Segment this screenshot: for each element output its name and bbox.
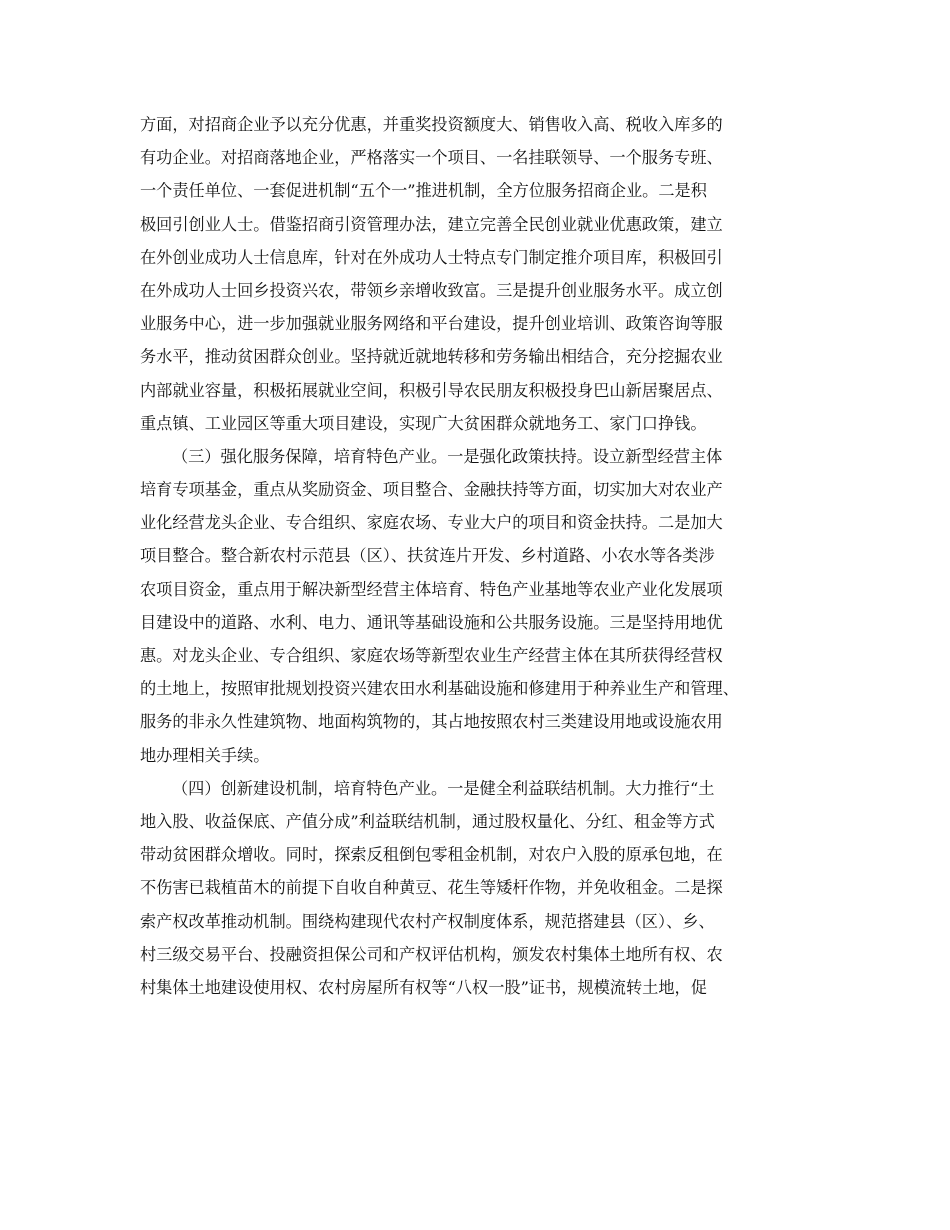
text-line: 惠。对龙头企业、专合组织、家庭农场等新型农业生产经营主体在其所获得经营权 (140, 646, 723, 665)
text-line: 培育专项基金，重点从奖励资金、项目整合、金融扶持等方面，切实加大对农业产 (140, 480, 723, 500)
text-line: 农项目资金，重点用于解决新型经营主体培育、特色产业基地等农业产业化发展项 (140, 579, 723, 599)
text-line: 极回引创业人士。借鉴招商引资管理办法，建立完善全民创业就业优惠政策，建立 (140, 214, 723, 234)
text-line: 业化经营龙头企业、专合组织、家庭农场、专业大户的项目和资金扶持。二是加大 (140, 513, 723, 533)
text-line: 目建设中的道路、水利、电力、通讯等基础设施和公共服务设施。三是坚持用地优 (140, 612, 723, 632)
text-line: 一个责任单位、一套促进机制“五个一”推进机制，全方位服务招商企业。二是积 (140, 181, 707, 201)
document-body (140, 108, 820, 1004)
text-line: 索产权改革推动机制。围绕构建现代农村产权制度体系，规范搭建县（区）、乡、 (140, 911, 715, 931)
text-line: 的土地上，按照审批规划投资兴建农田水利基础设施和修建用于种养业生产和管理、 (140, 679, 739, 699)
text-line: 在外创业成功人士信息库，针对在外成功人士特点专门制定推介项目库，积极回引 (140, 247, 723, 267)
text-line: 村三级交易平台、投融资担保公司和产权评估机构，颁发农村集体土地所有权、农 (140, 944, 723, 964)
text-line: 地入股、收益保底、产值分成”利益联结机制，通过股权量化、分红、租金等方式 (140, 811, 715, 831)
text-line: 服务的非永久性建筑物、地面构筑物的，其占地按照农村三类建设用地或设施农用 (140, 712, 723, 732)
text-line: 业服务中心，进一步加强就业服务网络和平台建设，提升创业培训、政策咨询等服 (140, 314, 723, 334)
text-line: 不伤害已栽植苗木的前提下自收自种黄豆、花生等矮杆作物，并免收租金。二是探 (140, 878, 723, 898)
paragraph-2 (140, 440, 820, 772)
text-line: 地办理相关手续。 (140, 745, 270, 765)
text-line: 重点镇、工业园区等重大项目建设，实现广大贫困群众就地务工、家门口挣钱。 (140, 413, 707, 433)
paragraph-first-line: （三）强化服务保障，培育特色产业。一是强化政策扶持。设立新型经营主体 (172, 446, 723, 466)
text-line: 村集体土地建设使用权、农村房屋所有权等“八权一股”证书，规模流转土地，促 (140, 977, 707, 997)
paragraph-1 (140, 108, 820, 440)
text-line: 项目整合。整合新农村示范县（区）、扶贫连片开发、乡村道路、小农水等各类涉 (140, 546, 715, 566)
text-line: 方面，对招商企业予以充分优惠，并重奖投资额度大、销售收入高、税收入库多的 (140, 115, 723, 134)
paragraph-3 (140, 772, 820, 1004)
text-line: 内部就业容量，积极拓展就业空间，积极引导农民朋友积极投身巴山新居聚居点、 (140, 380, 723, 400)
text-line: 带动贫困群众增收。同时，探索反租倒包零租金机制，对农户入股的原承包地，在 (140, 845, 723, 865)
text-line: 在外成功人士回乡投资兴农，带领乡亲增收致富。三是提升创业服务水平。成立创 (140, 280, 723, 300)
paragraph-first-line: （四）创新建设机制，培育特色产业。一是健全利益联结机制。大力推行“土 (172, 778, 715, 798)
text-line: 务水平，推动贫困群众创业。坚持就近就地转移和劳务输出相结合，充分挖掘农业 (140, 347, 723, 367)
text-line: 有功企业。对招商落地企业，严格落实一个项目、一名挂联领导、一个服务专班、 (140, 148, 723, 168)
